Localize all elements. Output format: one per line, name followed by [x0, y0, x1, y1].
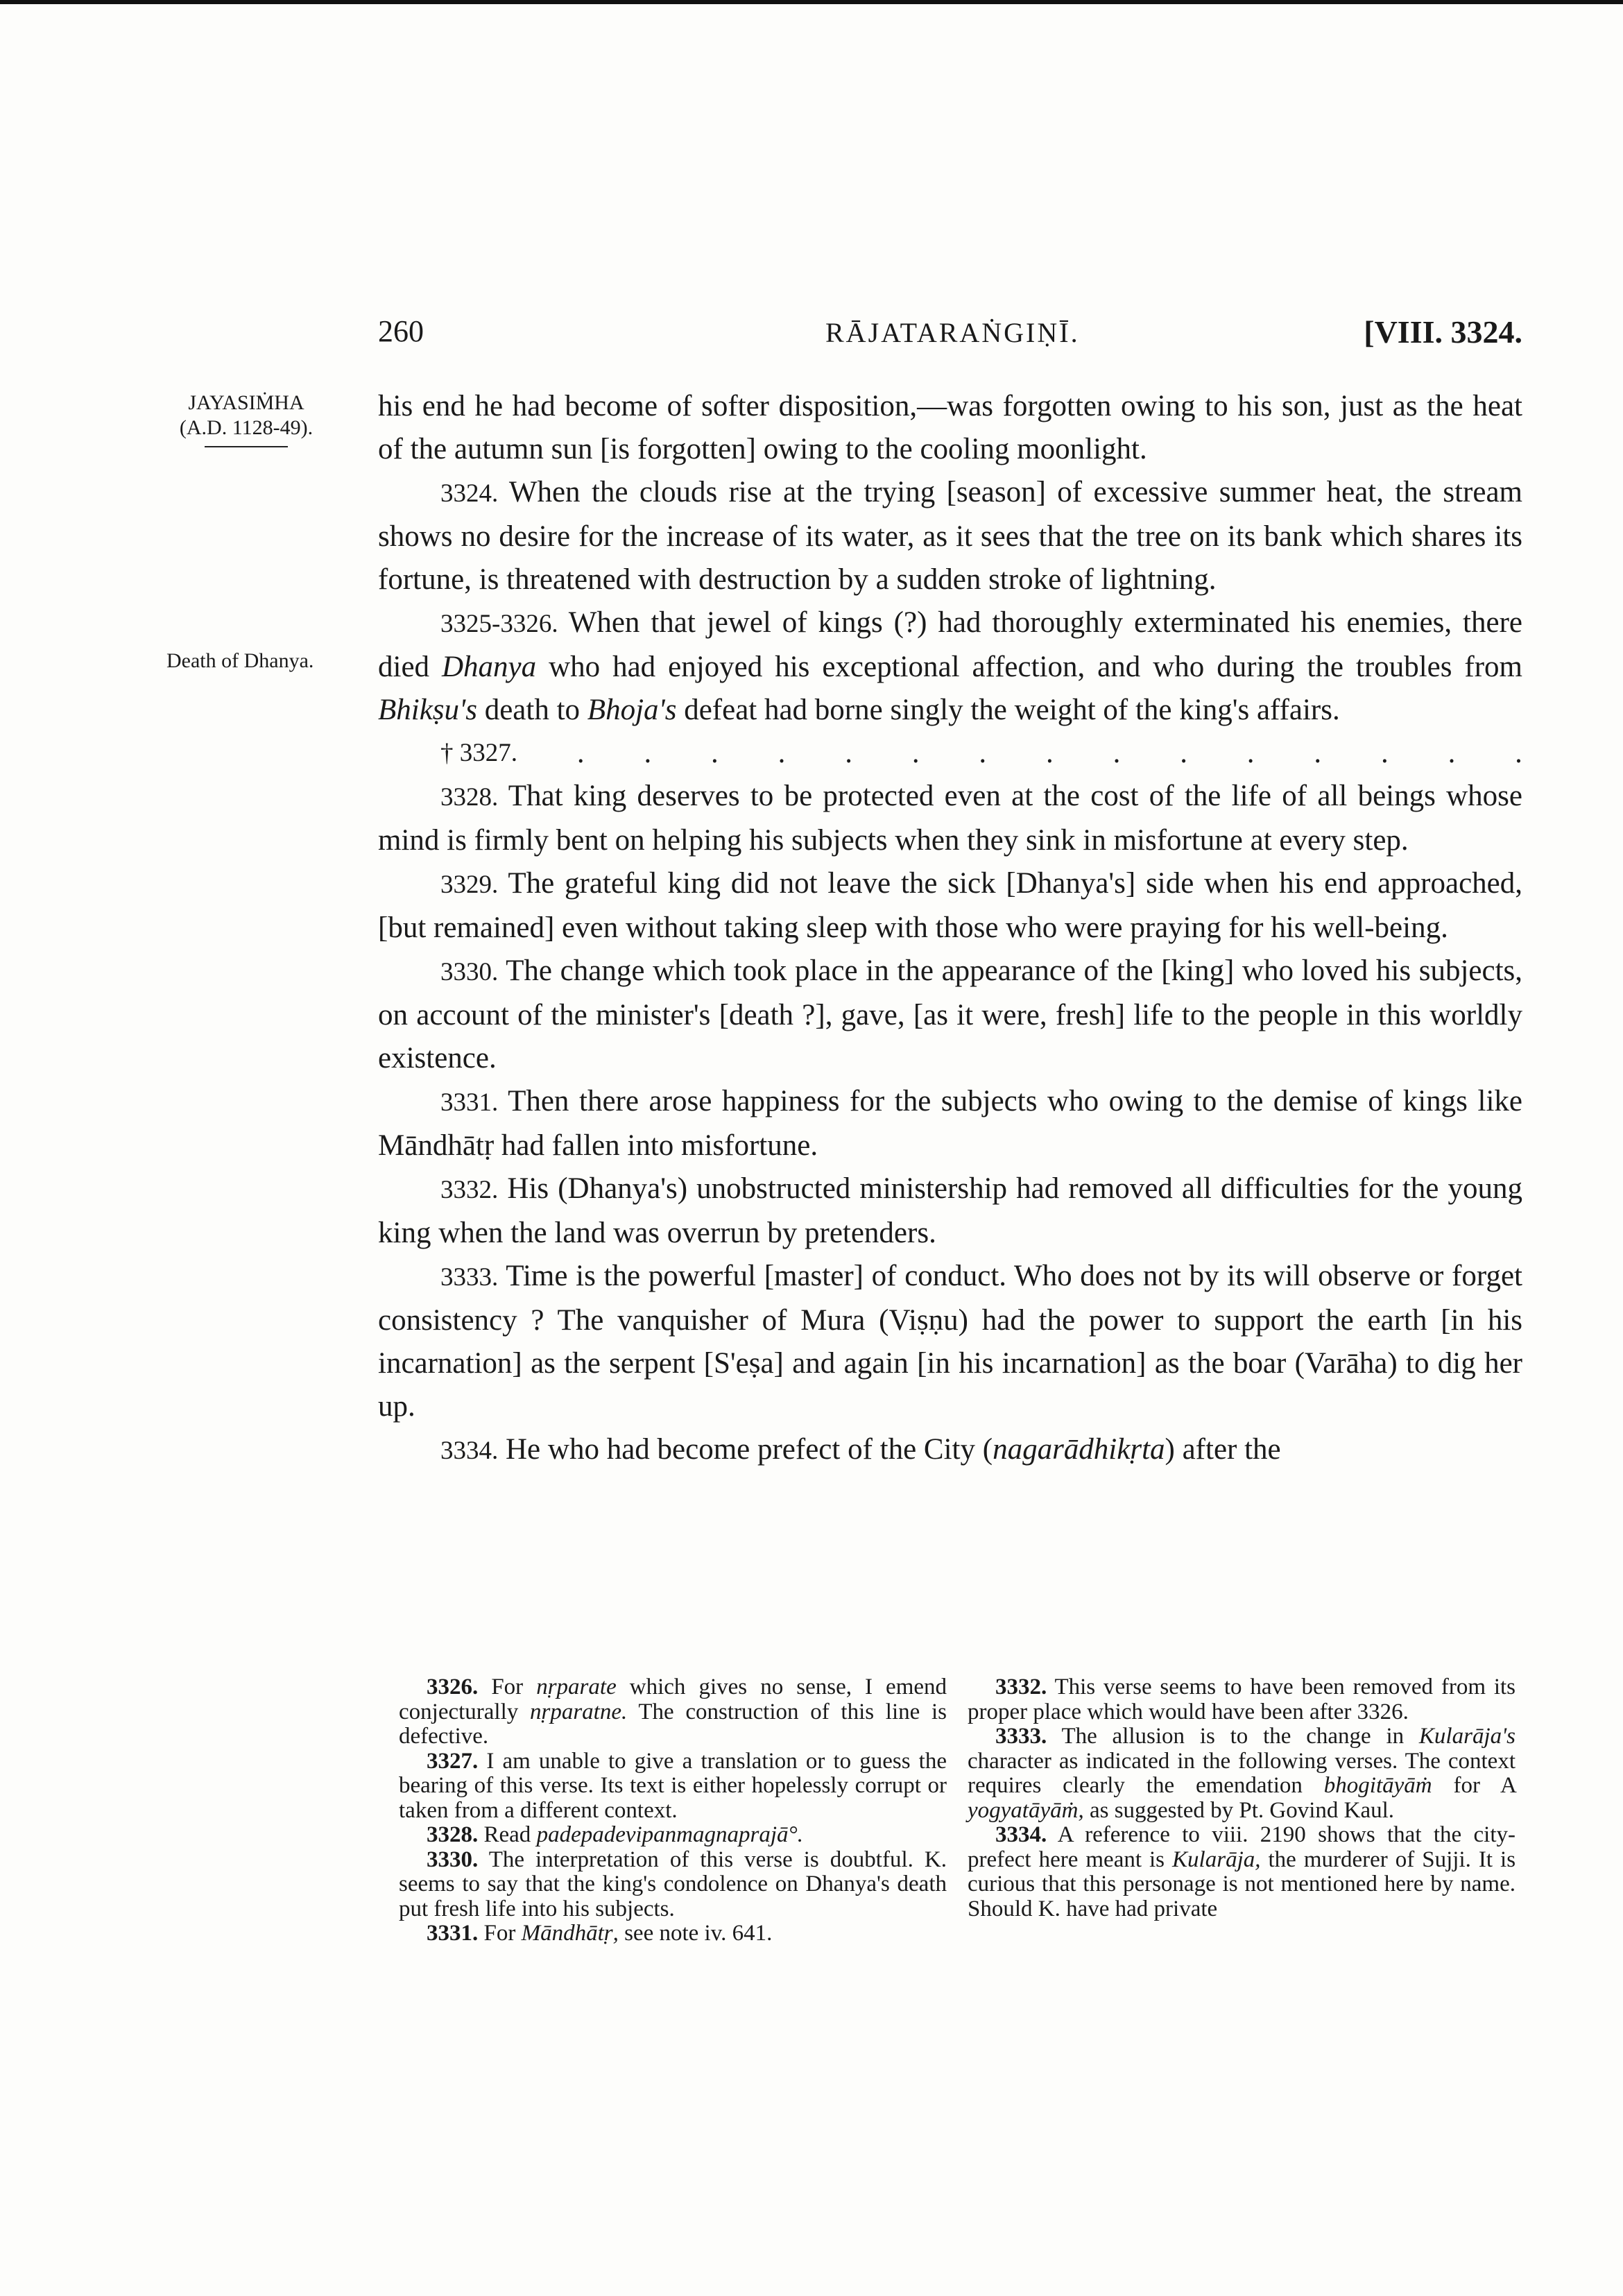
footnote-text: The interpretation of this verse is doubtful. K. seems to say that the king's condolence on Dhanya's death put fresh life into his subjects.: [399, 1847, 947, 1921]
verse-text: His (Dhanya's) unobstructed ministership had removed all difficulties for the young king when the land was overrun by pretenders.: [378, 1172, 1523, 1249]
margin-reign-note: [135, 391, 357, 447]
footnote-term: bhogitāyāṁ: [1323, 1773, 1432, 1798]
verse-text: When the clouds rise at the trying [season] of excessive summer heat, the stream shows no desire for the increase of its water, as it sees that the tree on its bank which shares its fortune, is threatened with destruction by a sudden stroke of lightning.: [378, 476, 1522, 596]
name-dhanya: Dhanya: [442, 651, 537, 683]
footnote-3326: [399, 1675, 947, 1749]
footnote-text: A reference to viii. 2190 shows that the city-prefect here meant is: [968, 1822, 1515, 1872]
verse-text: defeat had borne singly the weight of the king's affairs.: [684, 694, 1340, 726]
verse-3333: [378, 1255, 1522, 1428]
footnote-term: yogyatāyāṁ,: [968, 1797, 1084, 1823]
verse-3324: [378, 471, 1522, 601]
footnote-number: 3327.: [427, 1748, 479, 1774]
footnote-text: The allusion is to the change in: [1061, 1724, 1405, 1749]
verse-number: † 3327.: [440, 739, 517, 767]
footnote-number: 3334.: [995, 1822, 1047, 1847]
footnote-3327: [399, 1749, 947, 1824]
footnote-number: 3330.: [427, 1847, 479, 1872]
footnotes-left-column: [399, 1675, 947, 1946]
margin-death-note: Death of Dhanya.: [166, 649, 314, 672]
verse-3331: [378, 1080, 1522, 1167]
verse-text: Time is the powerful [master] of conduct. Who does not by its will observe or forget consistency ? The vanquisher of Mura (Viṣṇu) had the power to support the earth [in his incarnation] as the serpent [S'eṣa] and again [in his incarnation] as the boar (Varāha) to dig her up.: [378, 1260, 1522, 1423]
verse-text: who had enjoyed his exceptional affection, and who during the troubles from: [549, 651, 1523, 683]
footnote-3328: [399, 1823, 947, 1848]
verse-text: The grateful king did not leave the sick [Dhanya's] side when his end approached, [but remained] even without taking sleep with those who were praying for his well-being.: [378, 867, 1522, 944]
margin-king-name: JAYASIṀHA: [188, 391, 304, 414]
footnote-term: nṛparatne.: [529, 1699, 628, 1724]
verse-number: 3325-3326.: [440, 610, 558, 638]
running-title: RĀJATARAṄGIṆĪ.: [825, 317, 1080, 348]
name-bhiksu: Bhikṣu's: [378, 694, 477, 726]
verse-number: 3334.: [440, 1437, 499, 1465]
verse-text: Then there arose happiness for the subjects who owing to the demise of kings like Māndhātṛ had fallen into misfortune.: [378, 1085, 1522, 1162]
footnote-text: which gives no sense, I emend conjecturally: [399, 1674, 947, 1724]
verse-3328: [378, 775, 1522, 862]
footnote-term: Kularāja's: [1418, 1724, 1516, 1749]
verse-text: ) after the: [1165, 1433, 1281, 1466]
name-bhoja: Bhoja's: [587, 694, 677, 726]
verse-number: 3324.: [440, 479, 499, 508]
margin-rule: [205, 446, 288, 447]
footnote-text: For: [491, 1674, 524, 1699]
footnote-text: This verse seems to have been removed from its proper place which would have been after 3326.: [968, 1674, 1516, 1724]
footnote-number: 3333.: [995, 1724, 1047, 1749]
top-border: [0, 0, 1623, 4]
verse-text: That king deserves to be protected even at the cost of the life of all beings whose mind is firmly bent on helping his subjects when they sink in misfortune at every step.: [378, 780, 1522, 857]
running-header: [378, 314, 1522, 355]
margin-dates: (A.D. 1128-49).: [179, 416, 314, 439]
footnote-term: padepadevipanmagnaprajā°.: [536, 1822, 803, 1847]
term-nagaradhikrta: nagarādhikṛta: [993, 1433, 1165, 1466]
verse-3329: [378, 862, 1522, 950]
footnote-term: nṛparate: [536, 1674, 617, 1699]
verse-number: 3331.: [440, 1088, 499, 1117]
footnote-number: 3326.: [427, 1674, 479, 1699]
verse-3330: [378, 950, 1522, 1080]
footnote-text: as suggested by Pt. Govind Kaul.: [1089, 1797, 1395, 1823]
footnote-3332: [968, 1675, 1515, 1724]
footnote-number: 3328.: [427, 1822, 479, 1847]
verse-number: 3330.: [440, 958, 499, 986]
footnote-3334: [968, 1823, 1515, 1921]
verse-text: The change which took place in the appearance of the [king] who loved his subjects, on account of the minister's [death ?], gave, [as it were, fresh] life to the people in this worldly existence.: [378, 954, 1522, 1074]
verse-3334: [378, 1428, 1522, 1473]
verse-3327-omitted: † 3327. . . . . . . . . . . . . . . .: [378, 732, 1522, 775]
footnote-term: Māndhātṛ,: [521, 1921, 619, 1946]
verse-text: He who had become prefect of the City (: [506, 1433, 993, 1466]
verse-reference: [VIII. 3324.: [1364, 314, 1522, 350]
footnote-text: character as indicated in the following verses. The context requires clearly the emendation: [968, 1748, 1515, 1798]
verse-number: 3329.: [440, 871, 499, 899]
main-text: [378, 385, 1522, 1473]
footnote-text: I am unable to give a translation or to guess the bearing of this verse. Its text is either hopelessly corrupt or taken from a different context.: [399, 1748, 947, 1823]
paragraph-continued: his end he had become of softer disposition,—was forgotten owing to his son, just as the heat of the autumn sun [is forgotten] owing to the cooling moonlight.: [378, 390, 1522, 465]
verse-text: death to: [484, 694, 581, 726]
footnote-text: see note iv. 641.: [624, 1921, 773, 1946]
footnote-text: for A: [1453, 1773, 1516, 1798]
footnote-3331: [399, 1921, 947, 1946]
footnote-text: For: [483, 1921, 516, 1946]
footnote-text: the murderer of Sujji. It is curious that this personage is not mentioned here by name. Should K. have had private: [968, 1847, 1516, 1921]
verse-3332: [378, 1167, 1522, 1255]
page-number: 260: [378, 314, 424, 348]
verse-text: When that jewel of kings (?) had thoroughly exterminated his enemies, there died: [378, 606, 1522, 683]
verse-3325-3326: [378, 601, 1522, 732]
verse-number: 3333.: [440, 1263, 499, 1292]
verse-number: 3332.: [440, 1176, 499, 1204]
footnote-number: 3332.: [995, 1674, 1047, 1699]
footnotes-right-column: [968, 1675, 1515, 1921]
footnote-text: The construction of this line is defective.: [399, 1699, 947, 1749]
footnote-number: 3331.: [427, 1921, 479, 1946]
footnote-text: Read: [483, 1822, 531, 1847]
footnote-3333: [968, 1724, 1515, 1823]
verse-number: 3328.: [440, 783, 499, 812]
footnote-3330: [399, 1848, 947, 1922]
footnote-term: Kularāja,: [1172, 1847, 1261, 1872]
